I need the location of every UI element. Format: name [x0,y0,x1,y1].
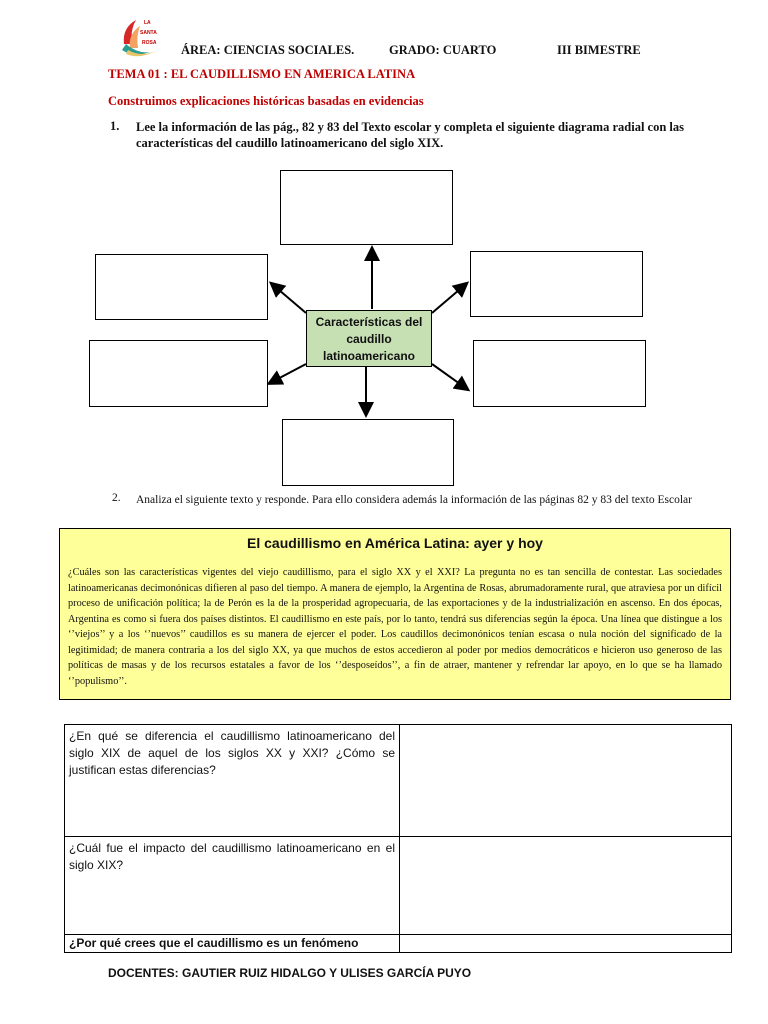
svg-text:SANTA: SANTA [140,30,157,36]
reading-title: El caudillismo en América Latina: ayer y hoy [247,535,543,551]
diagram-box-bottom-right[interactable] [473,340,646,407]
question-1-text: Lee la información de las pág., 82 y 83 del Texto escolar y completa el siguiente diagrama radial con las características del caudillo latinoamericano del siglo XIX. [136,120,685,150]
answer-cell[interactable] [400,837,732,935]
answer-cell[interactable] [400,935,732,953]
question-1-number: 1. [110,119,120,133]
question-cell: ¿Cuál fue el impacto del caudillismo latinoamericano en el siglo XIX? [65,837,400,935]
table-row [65,837,732,935]
question-2-number: 2. [112,492,121,504]
question-cell: ¿Por qué crees que el caudillismo es un fenómeno [65,935,400,953]
arrow-top-left [272,284,306,313]
question-cell: ¿En qué se diferencia el caudillismo latinoamericano del siglo XIX de aquel de los siglos XX y XXI? ¿Cómo se justifican estas diferencias? [65,725,400,837]
table-row [65,935,732,953]
reading-box [59,528,731,700]
diagram-box-bottom[interactable] [282,419,454,486]
arrow-bottom-right [432,364,467,389]
teachers-footer: DOCENTES: GAUTIER RUIZ HIDALGO Y ULISES GARCÍA PUYO [108,966,472,980]
diagram-center-node: Características del caudillo latinoamericano [306,310,432,367]
diagram-box-bottom-left[interactable] [89,340,268,407]
svg-text:ROSA: ROSA [142,40,157,46]
grade-label: GRADO: CUARTO [389,43,497,57]
diagram-box-top-right[interactable] [470,251,643,317]
diagram-box-top-left[interactable] [95,254,268,320]
table-row [65,725,732,837]
arrow-top-right [432,284,466,313]
bimester-label: III BIMESTRE [557,43,641,57]
topic-title: TEMA 01 : EL CAUDILLISMO EN AMERICA LATINA [108,67,416,81]
svg-text:LA: LA [144,20,151,26]
answer-cell[interactable] [400,725,732,837]
arrow-bottom-left [270,364,306,383]
section-subtitle: Construimos explicaciones históricas basadas en evidencias [108,94,424,108]
question-2-text: Analiza el siguiente texto y responde. Para ello considera además la información de las páginas 82 y 83 del texto Escolar [136,494,692,506]
questions-table [64,724,732,953]
reading-body: ¿Cuáles son las características vigentes del viejo caudillismo, para el siglo XX y el XXI? La pregunta no es tan sencilla de contestar. Las sociedades latinoamericanas decimonónicas difieren al paso del tiempo. A manera de ejemplo, la Argentina de Rosas, abrumadoramente rural, que atraviesa por un difícil proceso de unificación política; la de Perón es la de la prosperidad agropecuaria, de las exportaciones y de la industrialización en ascenso. En dos épocas, Argentina es como si fuera dos países distintos. El caudillismo en este país, por lo tanto, tendrá sus diferencias según la época. Una línea que distingue a los ‘’viejos’’ y a los ‘’nuevos’’ caudillos es su manera de ejercer el poder. Los caudillos decimonónicos tenían escasa o nula noción del significado de la legitimidad; de manera contraria a los del siglo XX, ya que muchos de estos accedieron al poder por medios democráticos e hicieron uso generoso de las políticas de masas y de los recursos estatales a favor de los ‘’desposeídos’’, a fin de atraer, mantener y refrendar lar apoyo, en lo que se ha llamado ‘’populismo’’. [68,567,722,687]
diagram-box-top[interactable] [280,170,453,245]
area-label: ÁREA: CIENCIAS SOCIALES. [181,43,355,57]
